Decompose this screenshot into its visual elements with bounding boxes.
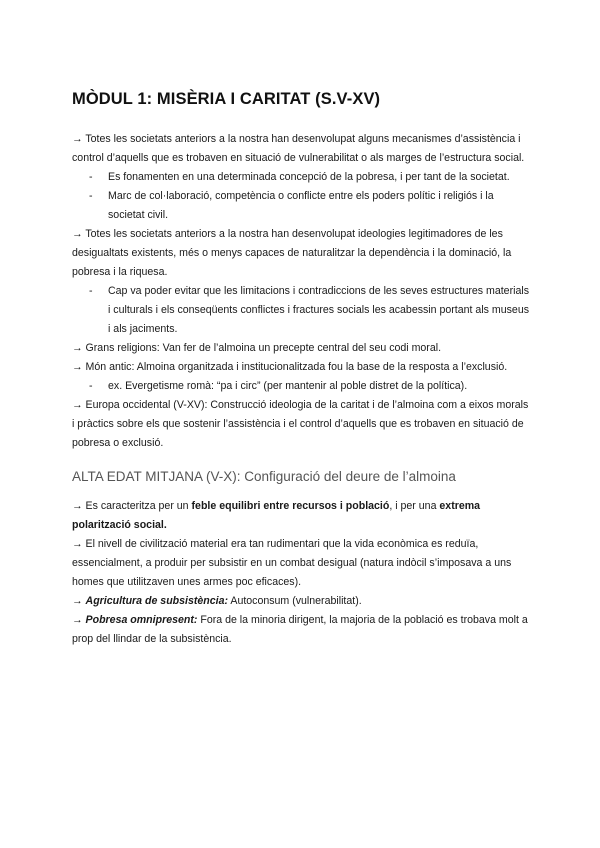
paragraph-3: → Grans religions: Van fer de l’almoina un precepte central del seu codi moral. (72, 342, 442, 354)
bold-text: feble equilibri entre recursos i població (191, 500, 390, 512)
paragraph-2: → Totes les societats anteriors a la nostra han desenvolupat ideologies legitimadores de les desigualtats existents, més o menys capaces de naturalitzar la dependència i la dominació, la pobresa i la riquesa. (72, 228, 512, 278)
paragraph-6: → Es caracteritza per un feble equilibri entre recursos i població, i per una extrema polarització social. (72, 500, 481, 531)
bullet-list-3 (72, 377, 532, 396)
list-item: - Marc de col·laboració, competència o conflicte entre els poders polític i religiós i la societat civil. (89, 190, 494, 221)
term-label: Agricultura de subsistència: (85, 595, 229, 607)
list-item: - Cap va poder evitar que les limitacions i contradiccions de les seves estructures materials i culturals i els conseqüents conflictes i fractures socials les acabessin portant als museus i als jaciments. (89, 285, 530, 335)
paragraph-4: → Món antic: Almoina organitzada i institucionalitzada fou la base de la resposta a l’exclusió. (72, 361, 508, 373)
term-label: Pobresa omnipresent: (85, 614, 198, 626)
list-item: - Es fonamenten en una determinada concepció de la pobresa, i per tant de la societat. (89, 171, 510, 183)
section-heading: ALTA EDAT MITJANA (V-X): Configuració del deure de l’almoina (72, 469, 456, 484)
bullet-list-1 (72, 168, 532, 225)
paragraph-7: → El nivell de civilització material era tan rudimentari que la vida econòmica es reduïa, essencialment, a produir per subsistir en un combat desigual (natura indòcil s’imposava a uns homes que utilitzaven unes armes poc eficaces). (72, 538, 512, 588)
paragraph-9: → Pobresa omnipresent: Fora de la minoria dirigent, la majoria de la població es trobava molt a prop del llindar de la subsistència. (72, 614, 528, 645)
paragraph-5: → Europa occidental (V-XV): Construcció ideologia de la caritat i de l’almoina com a eixos morals i pràctics sobre els que sostenir l’assistència i el control d’aquells que es trobaven en situació de pobresa o exclusió. (72, 399, 529, 449)
page-title: MÒDUL 1: MISÈRIA I CARITAT (S.V-XV) (72, 90, 381, 108)
document-page (72, 88, 532, 649)
paragraph-1: → Totes les societats anteriors a la nostra han desenvolupat alguns mecanismes d’assistència i control d’aquells que es trobaven en situació de vulnerabilitat o als marges de l’estructura social. (72, 133, 525, 164)
paragraph-8: → Agricultura de subsistència: Autoconsum (vulnerabilitat). (72, 595, 362, 607)
bullet-list-2 (72, 282, 532, 339)
list-item: - ex. Evergetisme romà: “pa i circ” (per mantenir al poble distret de la política). (89, 380, 468, 392)
bold-text: extrema polarització social. (72, 500, 481, 531)
